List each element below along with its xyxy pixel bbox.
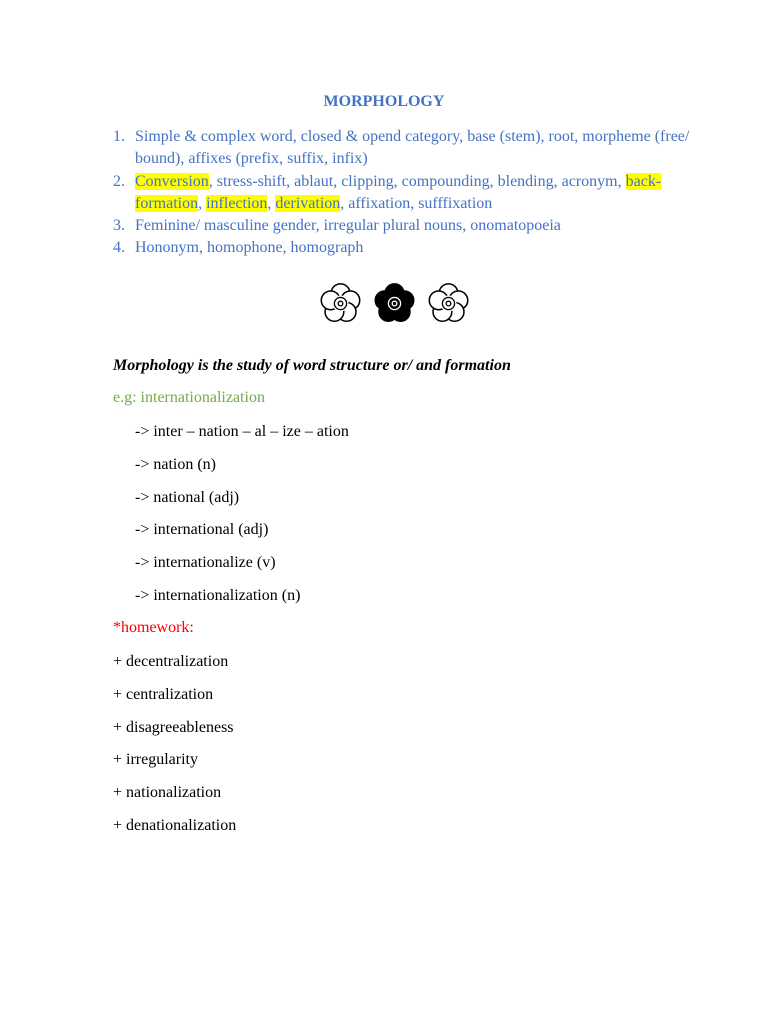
homework-item: + centralization — [113, 685, 214, 703]
example-step: -> national (adj) — [135, 488, 240, 506]
topic-item — [113, 126, 713, 171]
topic-item — [113, 237, 713, 259]
topic-text: Hononym, homophone, homograph — [135, 239, 364, 257]
homework-item: + disagreeableness — [113, 718, 234, 736]
topic-text: Feminine/ masculine gender, irregular plural nouns, onomatopoeia — [135, 217, 561, 235]
homework-item: + denationalization — [113, 816, 237, 834]
example-step: -> internationalize (v) — [135, 554, 276, 572]
flower-outline-icon — [318, 281, 363, 326]
homework-list — [113, 652, 236, 849]
topic-text: Simple & complex word, closed & opend category, base (stem), root, morpheme (free/ bound), affixes (prefix, suffix, infix) — [135, 128, 690, 168]
homework-item: + irregularity — [113, 751, 198, 769]
example-label: e.g: internationalization — [113, 389, 265, 406]
homework-label: *homework: — [113, 619, 194, 636]
homework-item: + decentralization — [113, 653, 229, 670]
topic-item — [113, 215, 713, 237]
topic-text: , stress-shift, ablaut, clipping, compounding, blending, acronym, — [208, 172, 626, 190]
topic-number: 4. — [113, 239, 125, 257]
flower-filled-icon — [372, 281, 417, 326]
definition-text: Morphology is the study of word structure or/ and formation — [113, 357, 511, 374]
example-step: -> internationalization (n) — [135, 586, 301, 604]
topic-separator: , — [198, 194, 207, 212]
page-title: MORPHOLOGY — [323, 93, 445, 110]
flower-divider — [318, 279, 478, 327]
example-step: -> international (adj) — [135, 521, 269, 539]
highlight-conversion: Conversion — [135, 172, 209, 190]
topic-separator: , — [267, 194, 276, 212]
topic-number: 1. — [113, 128, 125, 145]
example-step: -> nation (n) — [135, 455, 216, 473]
example-step: -> inter – nation – al – ize – ation — [135, 423, 349, 440]
topic-list — [113, 126, 713, 260]
homework-item: + nationalization — [113, 784, 222, 802]
highlight-inflection: inflection — [206, 194, 268, 212]
topic-number: 3. — [113, 217, 125, 235]
topic-item — [113, 171, 713, 216]
highlight-derivation: derivation — [275, 194, 341, 212]
example-steps — [135, 422, 349, 619]
topic-number: 2. — [113, 172, 125, 190]
highlight-back-formation: back-formation — [135, 172, 662, 212]
flower-outline-icon — [426, 281, 471, 326]
topic-text: , affixation, sufffixation — [340, 194, 493, 212]
